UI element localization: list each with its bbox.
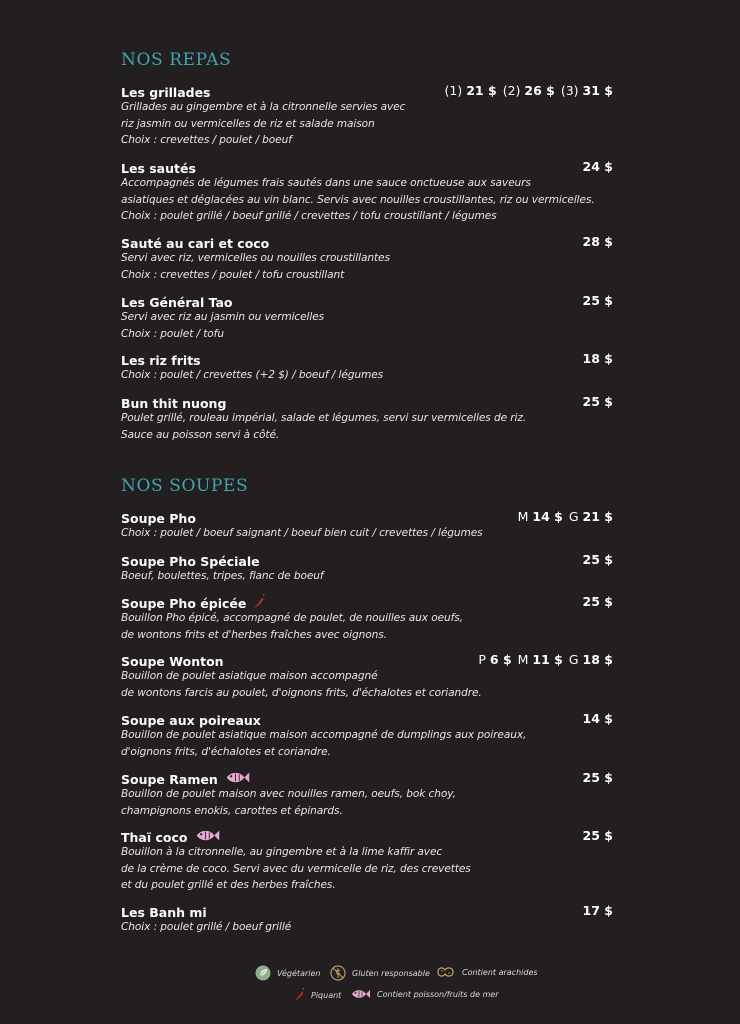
menu-item-description: Choix : poulet / crevettes (+2 $) / boeuf / légumes — [121, 369, 384, 381]
price-amount: 21 $ — [466, 83, 497, 98]
menu-item — [121, 82, 613, 149]
section-title-soups: NOS SOUPES — [121, 476, 249, 496]
menu-item-name: Soupe Wonton — [121, 654, 224, 669]
menu-item-description: Bouillon de poulet asiatique maison accompagné de dumplings aux poireaux, — [121, 729, 527, 741]
menu-item-name: Soupe Pho — [121, 511, 196, 526]
legend-seafood-label: Contient poisson/fruits de mer — [377, 989, 499, 999]
menu-item — [121, 350, 613, 384]
menu-item-name: Thaï coco — [121, 830, 188, 845]
price-amount: 21 $ — [582, 509, 613, 524]
legend-peanuts-label: Contient arachides — [462, 967, 538, 977]
menu-item-header — [121, 827, 613, 844]
price-amount: 25 $ — [582, 770, 613, 785]
menu-item-header — [121, 651, 613, 668]
menu-item-price — [583, 350, 613, 367]
price-amount: 25 $ — [582, 594, 613, 609]
menu-item — [121, 902, 613, 936]
menu-item-description: Boeuf, boulettes, tripes, flanc de boeuf — [121, 570, 324, 582]
menu-item-header — [121, 292, 613, 309]
menu-item-description: Servi avec riz, vermicelles ou nouilles croustillantes — [121, 252, 390, 264]
menu-item — [121, 593, 613, 643]
menu-item-price — [583, 827, 613, 844]
menu-item-price — [583, 551, 613, 568]
menu-item-description: Bouillon de poulet maison avec nouilles ramen, oeufs, bok choy, — [121, 788, 456, 800]
menu-item-description: Choix : crevettes / poulet / tofu croustillant — [121, 268, 345, 281]
menu-item-name: Les Général Tao — [121, 295, 233, 310]
price-amount: 6 $ — [489, 652, 512, 667]
price-size-label: (3) — [560, 83, 579, 98]
menu-item-description: Choix : poulet grillé / boeuf grillé — [121, 921, 292, 933]
menu-item — [121, 651, 613, 701]
price-size-label: P — [478, 652, 486, 667]
price-size-label: (1) — [444, 83, 463, 98]
menu-item-name: Les riz frits — [121, 353, 201, 368]
menu-item-description: Bouillon de poulet asiatique maison accompagné — [121, 670, 378, 682]
menu-item-header — [121, 593, 613, 610]
menu-item-name: Les Banh mi — [121, 905, 207, 920]
legend-gluten-label: Gluten responsable — [352, 968, 430, 978]
menu-item-price — [478, 651, 613, 668]
price-amount: 11 $ — [532, 652, 563, 667]
menu-item — [121, 551, 613, 585]
menu-item — [121, 233, 613, 283]
price-amount: 17 $ — [582, 903, 613, 918]
menu-item-price — [583, 158, 613, 175]
menu-item-header — [121, 769, 613, 786]
legend-peanuts — [434, 965, 538, 979]
chili-pepper-icon — [252, 594, 266, 613]
menu-item — [121, 769, 613, 819]
legend-spicy — [293, 988, 341, 1002]
price-amount: 18 $ — [582, 351, 613, 366]
menu-item-price — [583, 902, 613, 919]
menu-item — [121, 393, 613, 443]
menu-item-description: Poulet grillé, rouleau impérial, salade et légumes, servi sur vermicelles de riz. — [121, 412, 527, 424]
menu-item-price — [518, 508, 613, 525]
menu-item-description: de la crème de coco. Servi avec du vermicelle de riz, des crevettes — [121, 862, 471, 875]
price-amount: 25 $ — [582, 394, 613, 409]
menu-item-description: Servi avec riz au jasmin ou vermicelles — [121, 311, 325, 323]
menu-item-description: Accompagnés de légumes frais sautés dans une sauce onctueuse aux saveurs — [121, 177, 531, 189]
menu-item — [121, 158, 613, 225]
menu-item — [121, 508, 613, 542]
menu-item — [121, 292, 613, 342]
fish-icon — [224, 770, 252, 789]
menu-item-description: de wontons farcis au poulet, d'oignons frits, d'échalotes et coriandre. — [121, 686, 482, 699]
menu-item-name: Soupe Ramen — [121, 772, 218, 787]
menu-item-header — [121, 233, 613, 250]
legend-gluten — [330, 965, 430, 981]
menu-item-price — [583, 593, 613, 610]
menu-item-header — [121, 508, 613, 525]
menu-item-description: Grillades au gingembre et à la citronnelle servies avec — [121, 101, 406, 113]
menu-item-price — [583, 769, 613, 786]
menu-item-price — [583, 393, 613, 410]
price-amount: 28 $ — [582, 234, 613, 249]
menu-item-price — [583, 233, 613, 250]
price-amount: 24 $ — [582, 159, 613, 174]
menu-item-price — [583, 292, 613, 309]
menu-item-name: Sauté au cari et coco — [121, 236, 270, 251]
price-size-label: G — [568, 652, 579, 667]
menu-item-description: d'oignons frits, d'échalotes et coriandre. — [121, 745, 331, 758]
menu-item-header — [121, 350, 613, 367]
menu-item-description: Choix : poulet grillé / boeuf grillé / crevettes / tofu croustillant / légumes — [121, 210, 497, 222]
price-size-label: M — [517, 652, 529, 667]
legend-seafood — [351, 988, 499, 1000]
menu-item-name: Bun thit nuong — [121, 396, 227, 411]
menu-item-description: Bouillon Pho épicé, accompagné de poulet, de nouilles aux oeufs, — [121, 612, 463, 624]
menu-item-description: Sauce au poisson servi à côté. — [121, 428, 280, 441]
gluten-free-icon — [330, 965, 346, 981]
menu-item-name: Les sautés — [121, 161, 196, 176]
menu-item-description: Choix : crevettes / poulet / boeuf — [121, 134, 292, 146]
fish-icon — [194, 828, 222, 847]
vegetarian-icon — [255, 965, 271, 981]
legend-spicy-label: Piquant — [311, 990, 342, 1000]
menu-item-name: Les grillades — [121, 85, 211, 100]
menu-item-description: Choix : poulet / tofu — [121, 327, 224, 340]
chili-pepper-icon — [293, 988, 305, 1002]
menu-item-header — [121, 158, 613, 175]
menu-item-description: de wontons frits et d'herbes fraîches avec oignons. — [121, 628, 387, 641]
menu-item-header — [121, 82, 613, 99]
price-amount: 25 $ — [582, 552, 613, 567]
price-amount: 14 $ — [582, 711, 613, 726]
peanut-icon — [434, 965, 456, 979]
price-amount: 25 $ — [582, 828, 613, 843]
legend-vegetarian — [255, 965, 320, 981]
menu-item-header — [121, 393, 613, 410]
menu-item — [121, 827, 613, 894]
menu-item-name: Soupe aux poireaux — [121, 713, 261, 728]
price-amount: 18 $ — [582, 652, 613, 667]
menu-item-description: Choix : poulet / boeuf saignant / boeuf bien cuit / crevettes / légumes — [121, 527, 483, 539]
fish-icon — [351, 988, 371, 1000]
price-size-label: (2) — [502, 83, 521, 98]
menu-item-name: Soupe Pho Spéciale — [121, 554, 260, 569]
menu-item-header — [121, 902, 613, 919]
section-title-meals: NOS REPAS — [121, 50, 232, 70]
menu-item-name: Soupe Pho épicée — [121, 596, 247, 611]
price-amount: 31 $ — [582, 83, 613, 98]
menu-item-price — [445, 82, 613, 99]
menu-item-price — [583, 710, 613, 727]
menu-item-description: riz jasmin ou vermicelles de riz et salade maison — [121, 117, 375, 130]
menu-item — [121, 710, 613, 760]
legend-vegetarian-label: Végétarien — [277, 968, 321, 978]
menu-item-description: asiatiques et déglacées au vin blanc. Servis avec nouilles croustillantes, riz ou vermicelles. — [121, 193, 595, 206]
price-amount: 26 $ — [524, 83, 555, 98]
price-size-label: M — [517, 509, 529, 524]
menu-item-header — [121, 551, 613, 568]
menu-item-description: et du poulet grillé et des herbes fraîches. — [121, 879, 336, 891]
price-size-label: G — [568, 509, 579, 524]
menu-item-description: Bouillon à la citronnelle, au gingembre et à la lime kaffir avec — [121, 846, 443, 858]
price-amount: 25 $ — [582, 293, 613, 308]
menu-item-header — [121, 710, 613, 727]
price-amount: 14 $ — [532, 509, 563, 524]
menu-item-description: champignons enokis, carottes et épinards. — [121, 804, 343, 817]
